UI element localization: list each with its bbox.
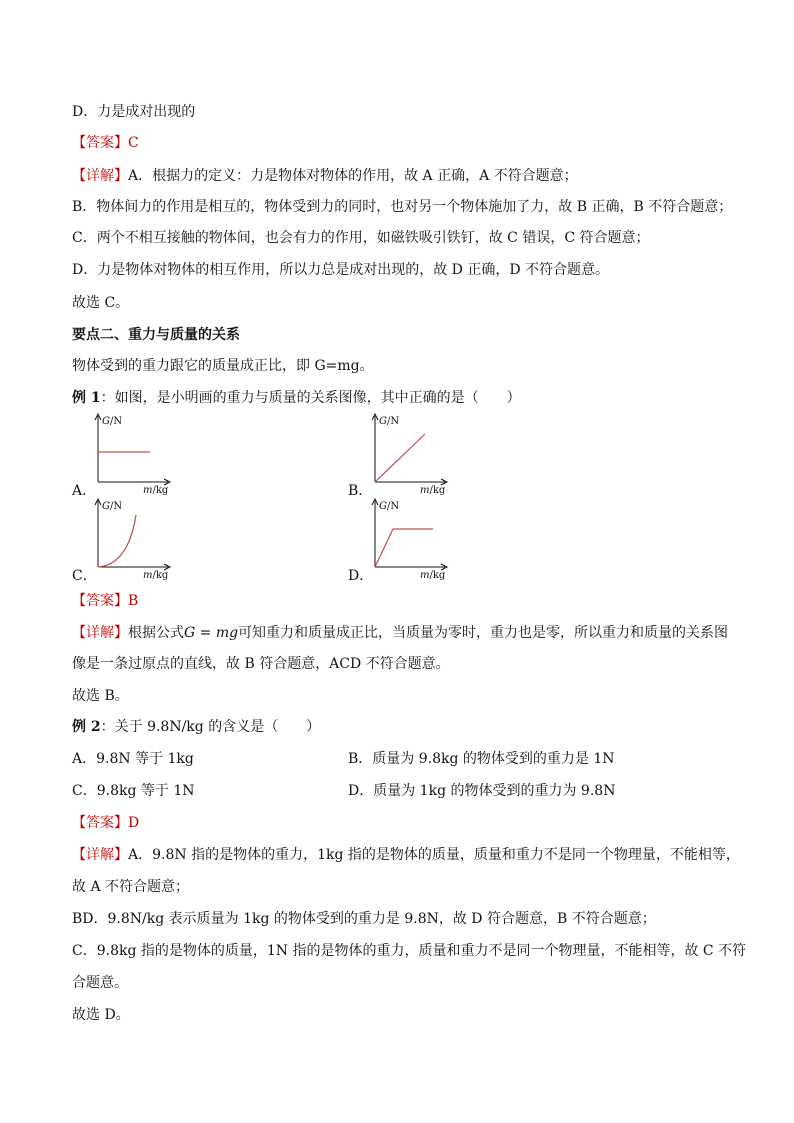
example-2-stem (72, 717, 320, 737)
example-stem-text: ：如图，是小明画的重力与质量的关系图像，其中正确的是（ ） (100, 390, 521, 406)
y-axis-label: G/N (102, 416, 123, 427)
x-axis-label: m/kg (143, 485, 169, 496)
option-c-label: C． (72, 568, 97, 584)
detail-text: 根据公式 (128, 625, 184, 641)
option-b: B．质量为 9.8kg 的物体受到的重力是 1N (348, 751, 615, 767)
option-a: A．9.8N 等于 1kg (72, 751, 194, 767)
answer-value: B (128, 593, 139, 609)
conclusion: 故选 D。 (72, 1007, 130, 1023)
graph-curve (98, 515, 136, 567)
option-d-text: D．力是成对出现的 (72, 104, 196, 120)
option-c: C．9.8kg 等于 1N (72, 783, 195, 799)
option-a-label: A． (72, 483, 97, 499)
detail-line (72, 845, 740, 865)
answer-label: 【答案】 (72, 593, 128, 609)
answer-row (72, 813, 139, 833)
section-heading: 要点二、重力与质量的关系 (72, 327, 240, 343)
answer-label: 【答案】 (72, 815, 128, 831)
y-axis-label: G/N (379, 501, 400, 512)
x-axis-label: m/kg (420, 570, 446, 581)
section-statement: 物体受到的重力跟它的质量成正比，即 G=mg。 (72, 358, 374, 374)
detail-line: B．物体间力的作用是相互的，物体受到力的同时，也对另一个物体施加了力，故 B 正确，B 不符合题意； (72, 199, 733, 215)
detail-line: BD．9.8N/kg 表示质量为 1kg 的物体受到的重力是 9.8N，故 D 符合题意，B 不符合题意； (72, 911, 656, 927)
example-label: 例 1 (72, 390, 101, 406)
graph-option-b (365, 410, 455, 496)
x-axis-label: m/kg (420, 485, 446, 496)
y-axis-label: G/N (102, 501, 123, 512)
detail-text: A．9.8N 指的是物体的重力，1kg 指的是物体的质量，质量和重力不是同一个物理量，不能相等， (128, 847, 740, 863)
detail-text: A．根据力的定义：力是物体对物体的作用，故 A 正确，A 不符合题意； (128, 168, 578, 184)
detail-label: 【详解】 (72, 168, 128, 184)
detail-line (72, 166, 578, 186)
option-d-label: D． (348, 568, 374, 584)
graph-option-d (365, 495, 455, 581)
answer-row (72, 591, 138, 611)
y-axis-label: G/N (379, 416, 400, 427)
detail-label: 【详解】 (72, 847, 128, 863)
conclusion: 故选 C。 (72, 295, 130, 311)
detail-line: 合题意。 (72, 975, 128, 991)
answer-label: 【答案】 (72, 135, 128, 151)
detail-label: 【详解】 (72, 625, 128, 641)
answer-value: C (128, 135, 139, 151)
detail-line (72, 623, 728, 643)
detail-text: 可知重力和质量成正比，当质量为零时，重力也是零，所以重力和质量的关系图 (238, 625, 729, 641)
formula: G = mg (184, 625, 239, 641)
example-stem-text: ：关于 9.8N/kg 的含义是（ ） (100, 719, 321, 735)
option-d: D．质量为 1kg 的物体受到的重力为 9.8N (348, 783, 616, 799)
graph-line (375, 529, 433, 567)
detail-line: C．两个不相互接触的物体间，也会有力的作用，如磁铁吸引铁钉，故 C 错误，C 符合题意； (72, 230, 650, 246)
option-b-label: B． (348, 483, 373, 499)
graph-option-a (88, 410, 178, 496)
answer-value: D (128, 815, 140, 831)
graph-line (375, 434, 425, 482)
example-1-stem (72, 388, 521, 408)
conclusion: 故选 B。 (72, 688, 129, 704)
detail-line: 故 A 不符合题意； (72, 879, 190, 895)
example-label: 例 2 (72, 719, 101, 735)
detail-line: 像是一条过原点的直线，故 B 符合题意，ACD 不符合题意。 (72, 656, 450, 672)
answer-row (72, 133, 139, 153)
x-axis-label: m/kg (143, 570, 169, 581)
detail-line: D．力是物体对物体的相互作用，所以力总是成对出现的，故 D 正确，D 不符合题意。 (72, 262, 610, 278)
detail-line: C．9.8kg 指的是物体的质量，1N 指的是物体的重力，质量和重力不是同一个物理量，不能相等，故 C 不符 (72, 943, 747, 959)
graph-option-c (88, 495, 178, 581)
